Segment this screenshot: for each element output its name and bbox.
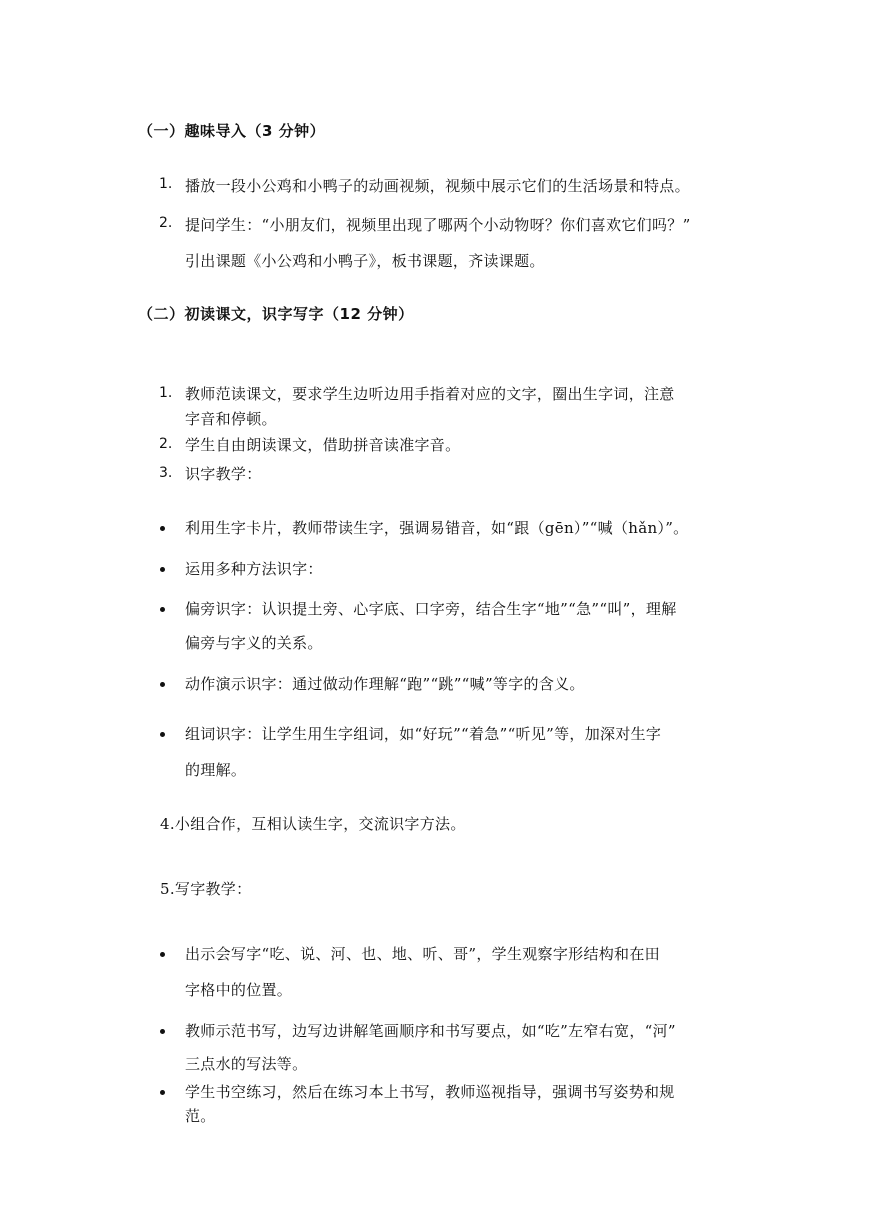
bullet-text: 出示会写字“吃、说、河、也、地、听、哥”，学生观察字形结构和在田 bbox=[185, 945, 660, 963]
bullet-text: 学生书空练习，然后在练习本上书写，教师巡视指导，强调书写姿势和规 bbox=[185, 1083, 675, 1101]
list-item-text: 引出课题《小公鸡和小鸭子》，板书课题，齐读课题。 bbox=[185, 252, 545, 270]
bullet-text: 动作演示识字：通过做动作理解“跑”“跳”“喊”等字的含义。 bbox=[185, 675, 585, 693]
bullet-text: 偏旁识字：认识提土旁、心字底、口字旁，结合生字“地”“急”“叫”，理解 bbox=[185, 600, 677, 618]
section-1-heading: （一）趣味导入（3 分钟） bbox=[138, 122, 326, 140]
list-item-text: 教师范读课文，要求学生边听边用手指着对应的文字，圈出生字词，注意 bbox=[185, 385, 675, 403]
bullet-icon bbox=[160, 607, 165, 612]
list-number: 3. bbox=[159, 465, 173, 481]
bullet-icon bbox=[160, 952, 165, 957]
bullet-text: 组词识字：让学生用生字组词，如“好玩”“着急”“听见”等，加深对生字 bbox=[185, 725, 662, 743]
list-item-text: 字音和停顿。 bbox=[185, 410, 277, 428]
list-number: 2. bbox=[159, 436, 173, 452]
bullet-icon bbox=[160, 682, 165, 687]
list-item-text: 学生自由朗读课文，借助拼音读准字音。 bbox=[185, 436, 461, 454]
bullet-text: 三点水的写法等。 bbox=[185, 1055, 308, 1073]
bullet-icon bbox=[160, 526, 165, 531]
list-number: 1. bbox=[159, 176, 173, 192]
list-item-text: 提问学生：“小朋友们，视频里出现了哪两个小动物呀？你们喜欢它们吗？” bbox=[185, 216, 691, 234]
list-number: 1. bbox=[159, 385, 173, 401]
bullet-icon bbox=[160, 567, 165, 572]
bullet-text: 范。 bbox=[185, 1107, 216, 1125]
section-2-heading: （二）初读课文，识字写字（12 分钟） bbox=[138, 305, 414, 323]
list-number: 2. bbox=[159, 215, 173, 231]
list-item-text: 识字教学： bbox=[185, 465, 262, 483]
list-item-text: 播放一段小公鸡和小鸭子的动画视频，视频中展示它们的生活场景和特点。 bbox=[185, 177, 690, 195]
step-4-text: 4.小组合作，互相认读生字，交流识字方法。 bbox=[160, 815, 466, 833]
bullet-text: 的理解。 bbox=[185, 761, 247, 779]
step-5-text: 5.写字教学： bbox=[160, 880, 252, 898]
bullet-text: 利用生字卡片，教师带读生字，强调易错音，如“跟（gēn）”“喊（hǎn）”。 bbox=[185, 519, 689, 537]
bullet-text: 字格中的位置。 bbox=[185, 981, 293, 999]
bullet-text: 运用多种方法识字： bbox=[185, 560, 323, 578]
bullet-icon bbox=[160, 732, 165, 737]
bullet-icon bbox=[160, 1090, 165, 1095]
bullet-icon bbox=[160, 1029, 165, 1034]
bullet-text: 偏旁与字义的关系。 bbox=[185, 634, 323, 652]
bullet-text: 教师示范书写，边写边讲解笔画顺序和书写要点，如“吃”左窄右宽，“河” bbox=[185, 1022, 676, 1040]
